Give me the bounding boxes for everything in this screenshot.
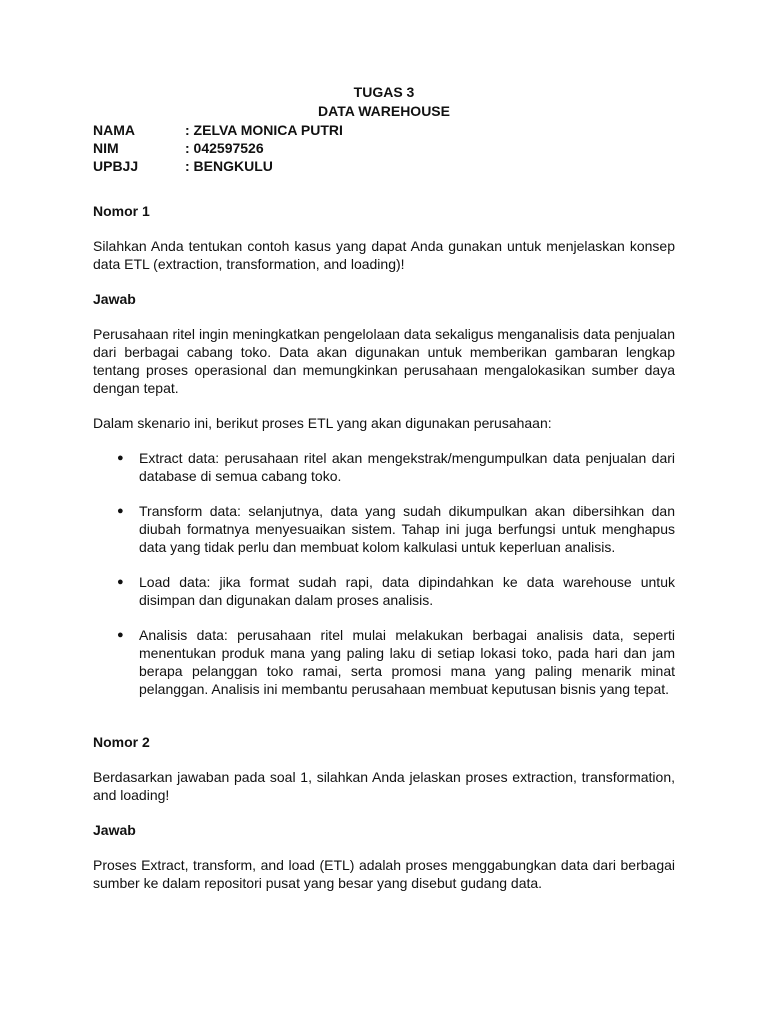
list-item-text: Transform data: selanjutnya, data yang sudah dikumpulkan akan dibersihkan dan diubah formatnya menyesuaikan sistem. Tahap ini juga berfungsi untuk menghapus data yang tidak perlu dan membuat kolom kalkulasi untuk keperluan analisis. <box>139 503 675 555</box>
student-info <box>93 121 675 175</box>
meta-value: : ZELVA MONICA PUTRI <box>185 122 343 138</box>
meta-value: : BENGKULU <box>185 158 273 174</box>
meta-row-nim <box>93 139 675 157</box>
meta-row-nama <box>93 121 675 139</box>
list-item-text: Extract data: perusahaan ritel akan mengekstrak/mengumpulkan data penjualan dari database di semua cabang toko. <box>139 450 675 484</box>
section2-question: Berdasarkan jawaban pada soal 1, silahkan Anda jelaskan proses extraction, transformation, and loading! <box>93 769 675 803</box>
list-item <box>93 449 675 485</box>
section1-answer-intro: Perusahaan ritel ingin meningkatkan pengelolaan data sekaligus menganalisis data penjualan dari berbagai cabang toko. Data akan digunakan untuk memberikan gambaran lengkap tentang proses operasional dan memungkinkan perusahaan mengalokasikan sumber daya dengan tepat. <box>93 326 675 396</box>
meta-label: NIM <box>93 140 119 156</box>
section1-scenario: Dalam skenario ini, berikut proses ETL yang akan digunakan perusahaan: <box>93 415 552 431</box>
list-item <box>93 626 675 698</box>
meta-label: UPBJJ <box>93 158 139 174</box>
list-item <box>93 502 675 556</box>
document-title: TUGAS 3 <box>353 84 415 100</box>
meta-value: : 042597526 <box>185 140 264 156</box>
bullet-icon: ● <box>117 505 124 517</box>
section2-heading: Nomor 2 <box>93 734 150 750</box>
document-subtitle: DATA WAREHOUSE <box>318 103 450 119</box>
document-content <box>93 83 675 892</box>
list-item-text: Analisis data: perusahaan ritel mulai melakukan berbagai analisis data, seperti menentukan produk mana yang paling laku di setiap lokasi toko, pada hari dan jam berapa pelanggan toko ramai, serta promosi mana yang paling menarik minat pelanggan. Analisis ini membantu perusahaan membuat keputusan bisnis yang tepat. <box>139 627 675 697</box>
bullet-icon: ● <box>117 576 124 588</box>
list-item-text: Load data: jika format sudah rapi, data dipindahkan ke data warehouse untuk disimpan dan digunakan dalam proses analisis. <box>139 574 675 608</box>
section2-answer-heading: Jawab <box>93 822 136 838</box>
bullet-icon: ● <box>117 629 124 641</box>
etl-bullet-list <box>93 449 675 698</box>
list-item <box>93 573 675 609</box>
section1-heading: Nomor 1 <box>93 203 150 219</box>
section1-question: Silahkan Anda tentukan contoh kasus yang dapat Anda gunakan untuk menjelaskan konsep data ETL (extraction, transformation, and loading)! <box>93 238 675 272</box>
meta-row-upbjj <box>93 157 675 175</box>
bullet-icon: ● <box>117 452 124 464</box>
section2-answer: Proses Extract, transform, and load (ETL) adalah proses menggabungkan data dari berbagai sumber ke dalam repositori pusat yang besar yang disebut gudang data. <box>93 857 675 891</box>
meta-label: NAMA <box>93 122 135 138</box>
section1-answer-heading: Jawab <box>93 291 136 307</box>
